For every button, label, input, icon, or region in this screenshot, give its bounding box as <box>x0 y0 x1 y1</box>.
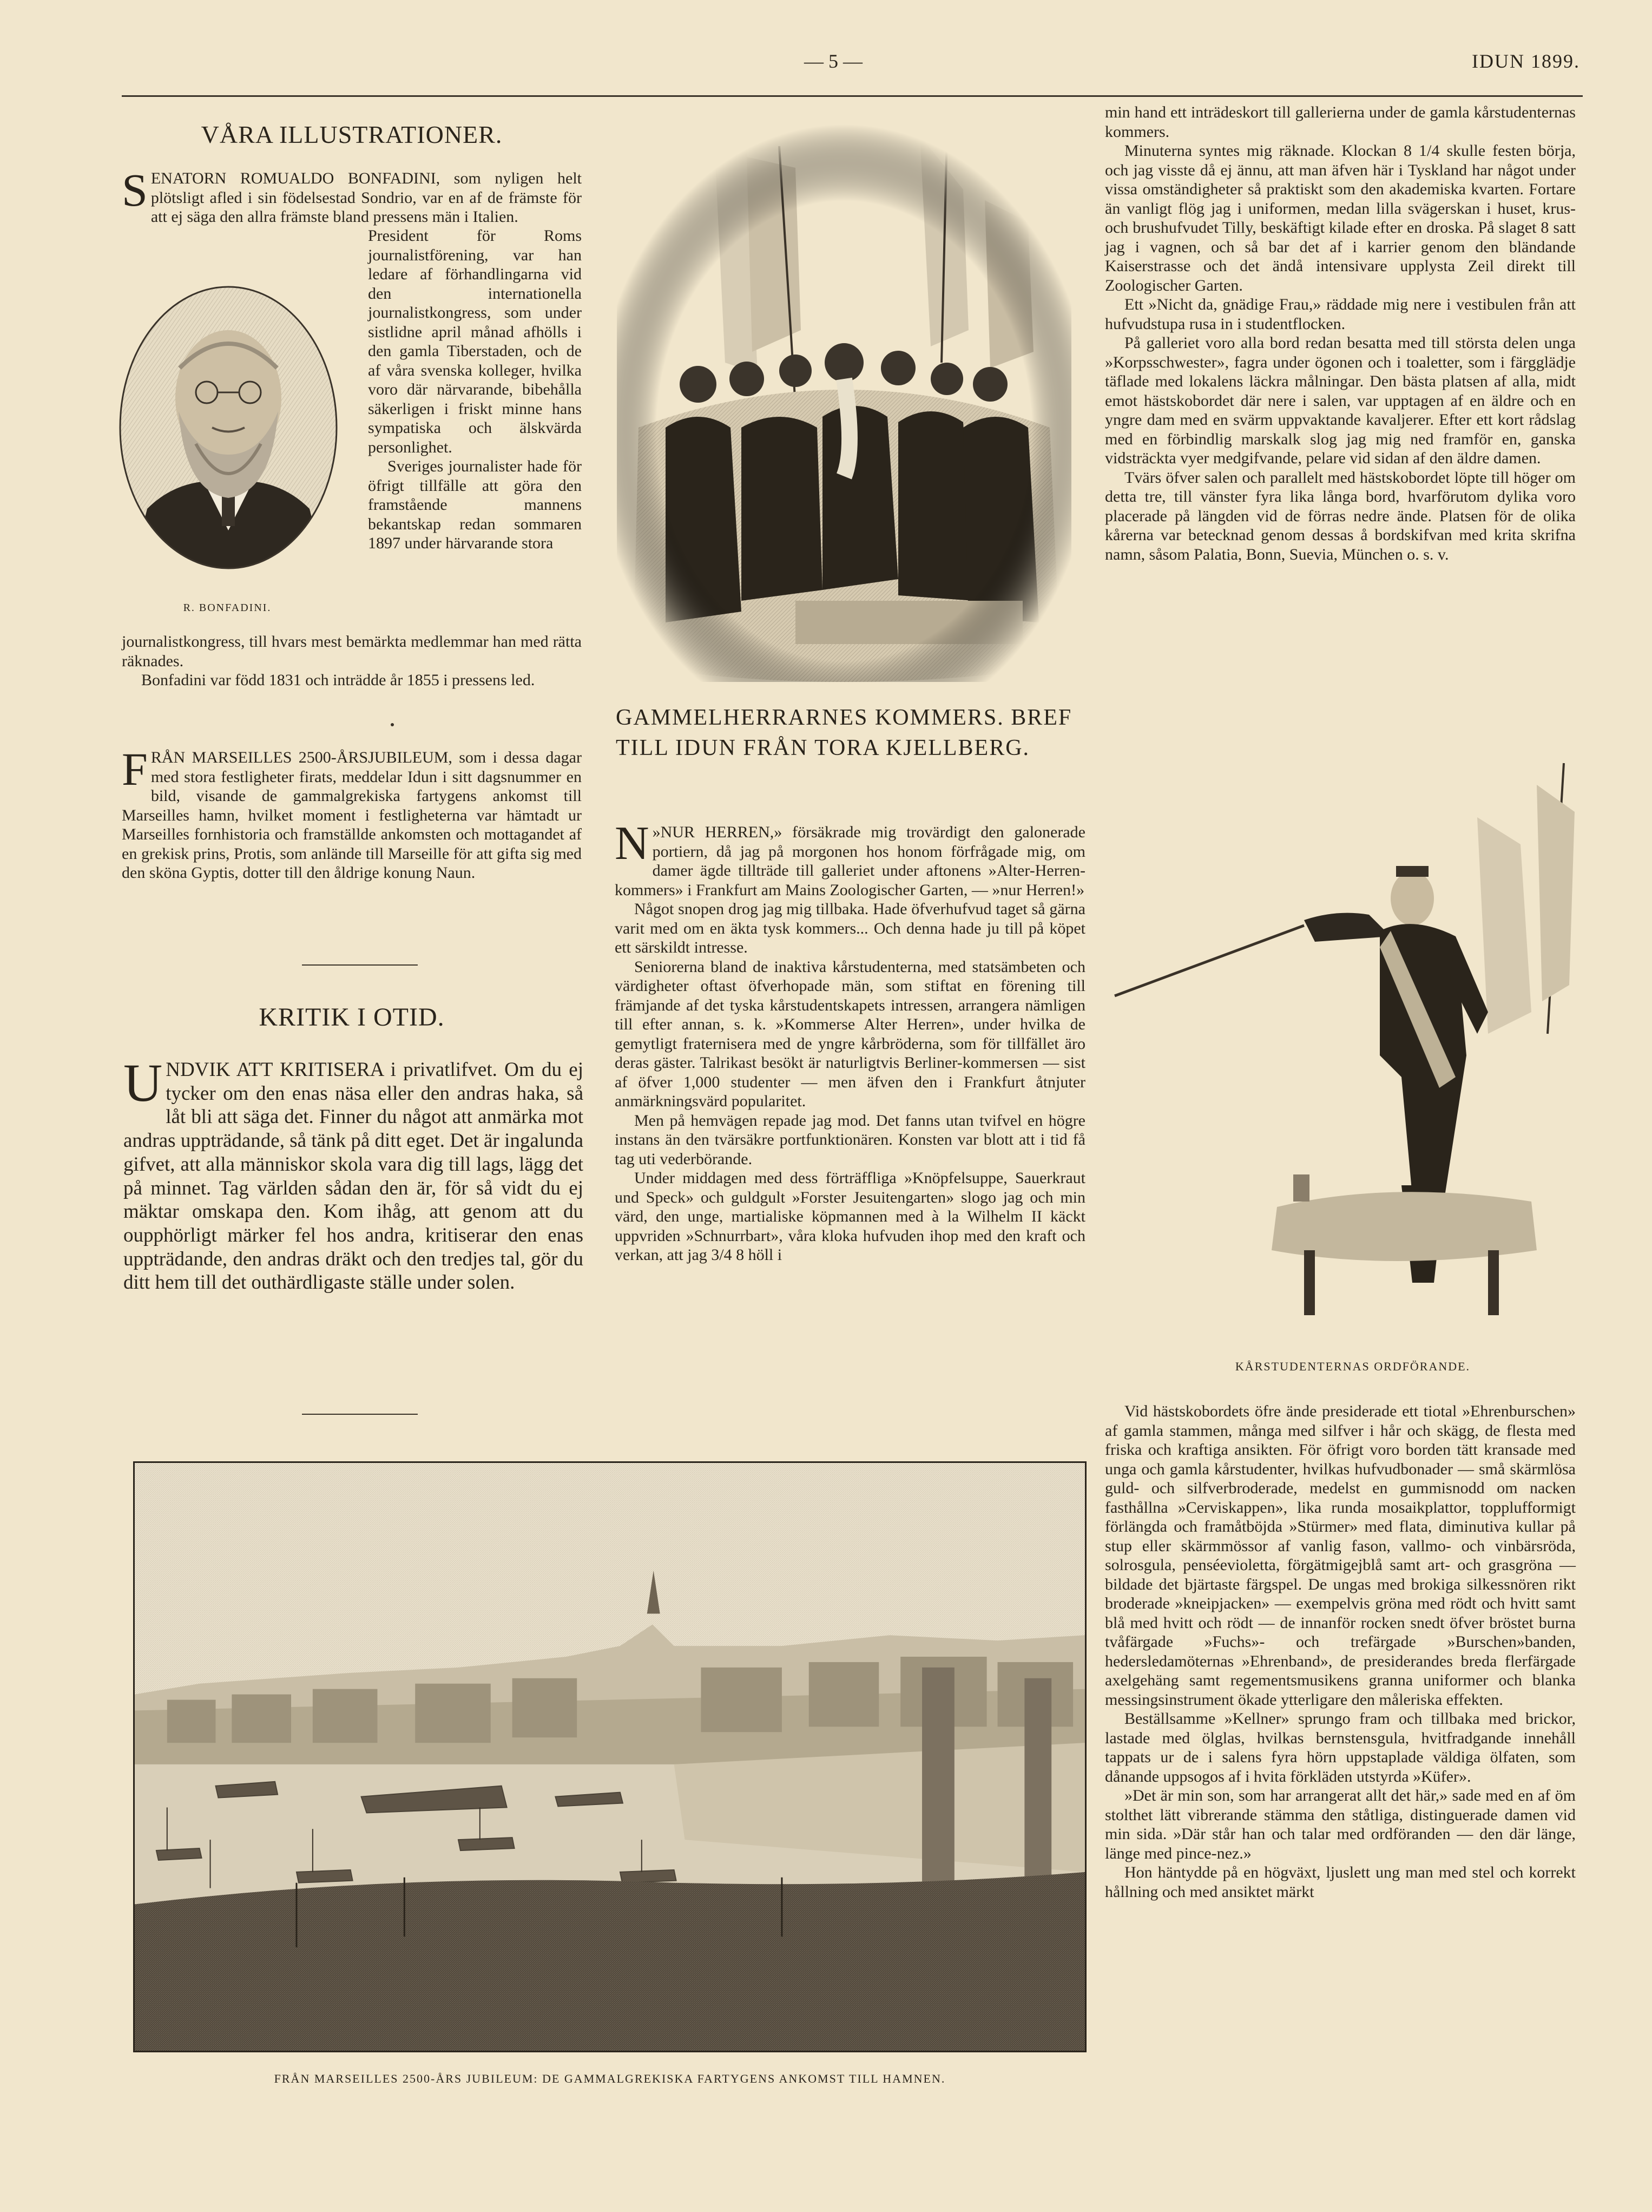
page-number: — 5 — <box>804 50 863 72</box>
kritik-body: UNDVIK ATT KRITISERA i privatlifvet. Om du ej tycker om den enas näsa eller den andras haka, så låt bli att säga det. Finner du något att anmärka mot andras uppträdande, så tänk på ditt eget. Det är ingalunda gifvet, att alla människor skola vara dig till lags, lägg det på minnet. Tag världen sådan den är, för så vidt du ej mäktar omskapa den. Kom ihåg, att genom att du oupphörligt märker fel hos andra, kritiserar den enas uppträdande, den andras dräkt och den tredjes tal, gör du ditt hem till det outhärdligaste ställe under solen. <box>123 1053 583 1294</box>
dropcap-f: F <box>122 743 148 795</box>
dropcap-n: N <box>615 817 649 870</box>
marseille-harbour-illustration <box>133 1461 1087 2052</box>
bonfadini-rest: journalistkongress, till hvars mest bemärkta medlemmar han med rätta räknades. Bonfadini var född 1831 och inträdde år 1855 i pressens led. <box>122 633 582 689</box>
ordforande-caption: KÅRSTUDENTERNAS ORDFÖRANDE. <box>1235 1360 1471 1373</box>
divider-2 <box>302 1414 418 1415</box>
divider-1 <box>302 964 418 966</box>
header-rule <box>122 95 1583 97</box>
kommers-col3-bottom: Vid hästskobordets öfre ände presiderade ett tiotal »Ehrenburschen» af gamla stammen, många med silfver i hår och skägg, de flesta med friska och kraftiga ansikten. För öfrigt voro borden tätt kransade med unga och gamla kårstudenter, hvilkas hufvudbonader — små skärmlösa guld- och silfverbroderade, medelst en gummisnodd om nacken fasthållna »Cerviskappen», lika runda mosaikplattor, topplufformigt förlängda och framåtböjda »Stürmer» med flata, diminutiva kullar på stup eller skärmmössor af vanlig fason, vallmo- och vinbärsröda, solrosgula, penséevioletta, förgätmigejblå samt art- och grasgröna — bildade det bjärtaste färgspel. De ungas med brokiga silkessnören rikt broderade »kneipjacken» — exempelvis gröna med rödt och hvitt samt blå med hvitt och rödt — de innanför rocken snedt öfver bröstet burna tvåfärgade »Fuchs»- och trefärgade »Burschen»banden, hedersledamöternas »Ehrenband», de presiderandes breda flerfärgade axelgehäng samt regementsmusikens granna uniformer och blanka messingsinstrument ökade ytterligare den måleriska effekten. Beställsamme »Kellner» sprungo fram och tillbaka med brickor, lastade med ölglas, hvilkas bernstensgula, hvitfradgande innehåll tappats ur de i salens fyra hörn uppstaplade väldiga ölfaten, som dånande uppsogos af i hvita förkläden utstyrda »Küfer». »Det är min son, som har arrangerat allt det här,» sade med en af öm stolthet lätt vibrerande stämma den ståtliga, distinguerade damen vid min sida. »Där står han och talar med ordföranden — den där länge, länge med pince-nez.» Hon häntydde på en högväxt, ljuslett ung man med stel och korrekt hållning och med ansiktet märkt <box>1105 1402 1576 1901</box>
kommers-col2: N »NUR HERREN,» försäkrade mig trovärdigt den galonerade portiern, då jag på morgonen hos honom förfrågade mig, om damer ägde tillträde till galleriet under aftonens »Alter-Herren-kommers» i Frankfurt am Mains Zoologischer Garten, — »nur Herren!» Något snopen drog jag mig tillbaka. Hade öfverhufvud taget så gärna varit med om en äkta tysk kommers... Och denna hade ju till på köpet ett särskildt intresse. Seniorerna bland de inaktiva kårstudenterna, med statsämbeten och värdigheter oftast öfverhopade män, som stiftat en förening till främjande af det tyska kårstudentskapets intressen, arrangera nämligen till efter annan, s. k. »Kommerse Alter Herren», under hvilka de gemytligt fraternisera med de yngre kårbröderna, som för tillfället äro deras gäster. Talrikast besökt är naturligtvis Berliner-kommersen — sist af öfver 1,000 studenter — men äfven den i Frankfurt åtnjuter anmärkningsvärd popularitet. Men på hemvägen repade jag mod. Det fanns utan tvifvel en högre instans än den tvärsäkre portfunktionären. Konsten var blott att i tid få tag uti vederbörande. Under middagen med dess förträffliga »Knöpfelsuppe, Sauerkraut und Speck» och guldgult »Forster Jesuitengarten» slogo jag och min värd, den unge, martialiske köpmannen med à la Wilhelm II käckt uppvriden »Schnurrbart», våra kloka hufvuden ihop med den kraft och verkan, att jag 3/4 8 höll i <box>615 817 1085 1264</box>
bonfadini-intro: SENATORN ROMUALDO BONFADINI, som nyligen helt plötsligt afled i sin födelsestad Sondrio, var en af de främste för att ej säga den allra främste bland pressens män i Italien. <box>122 164 582 226</box>
illustrations-title: VÅRA ILLUSTRATIONER. <box>201 121 503 148</box>
harbour-caption: FRÅN MARSEILLES 2500-ÅRS JUBILEUM: DE GAMMALGREKISKA FARTYGENS ANKOMST TILL HAMNEN. <box>274 2072 946 2085</box>
marseille-notice: FRÅN MARSEILLES 2500-ÅRSJUBILEUM, som i dessa dagar med stora festligheter firats, meddelar Idun i sitt dagsnummer en bild, visande de gammalgrekiska fartygens ankomst till Marseilles hamn, hvilket moment i festligheterna var hämtadt ur Marseilles fornhistoria och framställde ankomsten och mottagandet af en grekisk prins, Protis, som anlände till Marseille för att gifta sig med den sköna Gyptis, dotter till den åldrige konung Naun. <box>122 743 582 882</box>
bonfadini-side-text: President för Roms journalistförening, var han ledare af förhandlingarna vid den internationella journalistkongress, som under sistlidne april månad afhölls i den gamla Tiberstaden, och de af våra svenska kolleger, hvilka voro där närvarande, bibehålla säkerligen i friskt minne hans sympatiska och älskvärda personlighet. Sveriges journalister hade för öfrigt tillfälle att göra den framstående mannens bekantskap redan sommaren 1897 under härvarande stora <box>368 227 582 552</box>
dropcap-s: S <box>122 164 148 216</box>
kritik-title: KRITIK I OTID. <box>259 1003 445 1032</box>
bonfadini-portrait <box>115 281 342 574</box>
portrait-caption: R. BONFADINI. <box>183 602 272 614</box>
kommers-illustration <box>617 124 1071 682</box>
ordforande-illustration <box>1109 752 1585 1348</box>
dropcap-u: U <box>123 1053 163 1113</box>
journal-name: IDUN 1899. <box>1472 50 1580 72</box>
kommers-col3-top: min hand ett inträdeskort till gallerierna under de gamla kårstudenternas kommers. Minuterna syntes mig räknade. Klockan 8 1/4 skulle festen börja, och jag visste då ej ännu, att man äfven här i Tyskland har något under vissa omständigheter så praktiskt som den akademiska kvarten. Fortare än vanligt flög jag i uniformen, medan lilla svägerskan i huset, krus- och brushufvudet Tilly, beskäftigt kilade efter en droska. På slaget 8 satt jag i vagnen, och så bar det af i karrier genom den bländande Kaiserstrasse och det ändå intensivare upplysta Zeil direkt till Zoologischer Garten. Ett »Nicht da, gnädige Frau,» räddade mig nere i vestibulen från att hufvudstupa rusa in i studentflocken. På galleriet voro alla bord redan besatta med till största delen unga »Korpsschwester», fagra under ögonen och i toaletter, som i färgglädje täflade med lokalens läckra målningar. Den bästa platsen af alla, midt emot hästskobordet där nere i salen, var upptagen af en äldre och en yngre dam med en svärm uppvaktande kavaljerer. Efter ett kort rådslag med en förbindlig marskalk slog jag mig ned framför en, ganska vidsträckta vyer medgifvande, pelare vid sidan af den äldre damen. Tvärs öfver salen och parallelt med hästskobordet löpte till höger om detta tre, till vänster fyra lika långa bord, hvarförutom dylika voro placerade på längden vid de förras nedre ände. Platsen för de olika kårerna var betecknad genom dessas å bordskifvan med krita skrifna namn, såsom Palatia, Bonn, Suevia, München o. s. v. <box>1105 103 1576 563</box>
kommers-title: GAMMELHERRARNES KOMMERS. BREF TILL IDUN FRÅN TORA KJELLBERG. <box>616 705 1072 760</box>
section-dot <box>391 723 394 726</box>
